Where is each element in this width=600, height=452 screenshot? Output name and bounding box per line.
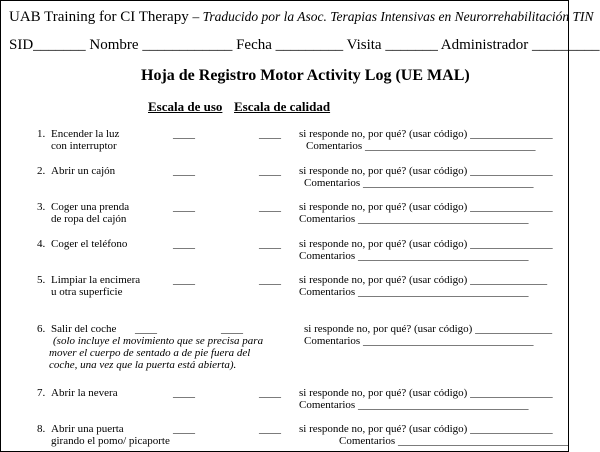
- comments-field[interactable]: Comentarios _______________________________: [304, 177, 534, 189]
- reason-field[interactable]: si responde no, por qué? (usar código) _______________: [299, 128, 553, 140]
- item-note-line2: mover el cuerpo de sentado a de pie fuera del: [49, 347, 251, 359]
- item-number: 5.: [37, 274, 46, 286]
- item-label-line2: con interruptor: [51, 140, 117, 152]
- item-label: Coger una prenda: [51, 201, 130, 213]
- column-header-calidad: Escala de calidad: [234, 99, 331, 114]
- reason-field[interactable]: si responde no, por qué? (usar código) _______________: [299, 387, 553, 399]
- form-header: UAB Training for CI Therapy – Traducido por la Asoc. Terapias Intensivas en Neurorrehabilitación TIN: [9, 9, 594, 25]
- column-header-uso: Escala de uso: [148, 99, 223, 114]
- calidad-score-blank[interactable]: ____: [259, 165, 281, 177]
- uso-score-blank[interactable]: ____: [173, 274, 195, 286]
- comments-field[interactable]: Comentarios _______________________________: [299, 399, 529, 411]
- uso-score-blank[interactable]: ____: [173, 387, 195, 399]
- calidad-score-blank[interactable]: ____: [259, 423, 281, 435]
- patient-fields-row: [9, 37, 600, 54]
- comments-field[interactable]: Comentarios _______________________________: [306, 140, 536, 152]
- reason-field[interactable]: si responde no, por qué? (usar código) _______________: [299, 201, 553, 213]
- comments-field[interactable]: Comentarios _______________________________: [299, 286, 529, 298]
- item-note-line1: (solo incluye el movimiento que se precisa para: [53, 335, 264, 347]
- uso-score-blank[interactable]: ____: [173, 423, 195, 435]
- calidad-score-blank[interactable]: ____: [221, 323, 243, 335]
- calidad-score-blank[interactable]: ____: [259, 238, 281, 250]
- calidad-score-blank[interactable]: ____: [259, 201, 281, 213]
- item-number: 8.: [37, 423, 46, 435]
- item-label-line2: u otra superficie: [51, 286, 123, 298]
- comments-field[interactable]: Comentarios _______________________________: [304, 335, 534, 347]
- sid-field[interactable]: SID_______: [9, 37, 86, 53]
- item-label-line2: girando el pomo/ picaporte: [51, 435, 170, 447]
- item-label: Coger el teléfono: [51, 238, 128, 250]
- calidad-score-blank[interactable]: ____: [259, 274, 281, 286]
- item-number: 1.: [37, 128, 46, 140]
- program-name: UAB Training for CI Therapy: [9, 9, 189, 25]
- item-number: 6.: [37, 323, 46, 335]
- comments-field[interactable]: Comentarios _______________________________: [339, 435, 569, 447]
- item-number: 2.: [37, 165, 46, 177]
- reason-field[interactable]: si responde no, por qué? (usar código) _______________: [299, 238, 553, 250]
- item-note-line3: coche, una vez que la puerta está abierta).: [49, 359, 237, 371]
- uso-score-blank[interactable]: ____: [173, 128, 195, 140]
- reason-field[interactable]: si responde no, por qué? (usar código) _______________: [299, 423, 553, 435]
- fecha-field[interactable]: Fecha _________: [236, 37, 344, 53]
- uso-score-blank[interactable]: ____: [173, 238, 195, 250]
- item-label: Abrir un cajón: [51, 165, 116, 177]
- reason-field[interactable]: si responde no, por qué? (usar código) _______________: [299, 165, 553, 177]
- item-label: Abrir la nevera: [51, 387, 118, 399]
- item-label: Salir del coche: [51, 323, 117, 335]
- item-label: Abrir una puerta: [51, 423, 124, 435]
- item-label: Limpiar la encimera: [51, 274, 141, 286]
- form-title: Hoja de Registro Motor Activity Log (UE MAL): [141, 67, 470, 84]
- calidad-score-blank[interactable]: ____: [259, 387, 281, 399]
- item-label: Encender la luz: [51, 128, 120, 140]
- item-number: 4.: [37, 238, 46, 250]
- item-label-line2: de ropa del cajón: [51, 213, 127, 225]
- uso-score-blank[interactable]: ____: [135, 323, 157, 335]
- calidad-score-blank[interactable]: ____: [259, 128, 281, 140]
- visita-field[interactable]: Visita _______: [346, 37, 438, 53]
- reason-field[interactable]: si responde no, por qué? (usar código) ______________: [299, 274, 548, 286]
- uso-score-blank[interactable]: ____: [173, 201, 195, 213]
- nombre-field[interactable]: Nombre ____________: [89, 37, 233, 53]
- administrador-field[interactable]: Administrador _________: [440, 37, 600, 53]
- reason-field[interactable]: si responde no, por qué? (usar código) ______________: [304, 323, 553, 335]
- translation-credit: Traducido por la Asoc. Terapias Intensivas en Neurorrehabilitación TIN: [202, 9, 594, 24]
- item-number: 7.: [37, 387, 46, 399]
- uso-score-blank[interactable]: ____: [173, 165, 195, 177]
- comments-field[interactable]: Comentarios _______________________________: [299, 213, 529, 225]
- comments-field[interactable]: Comentarios _______________________________: [299, 250, 529, 262]
- item-number: 3.: [37, 201, 46, 213]
